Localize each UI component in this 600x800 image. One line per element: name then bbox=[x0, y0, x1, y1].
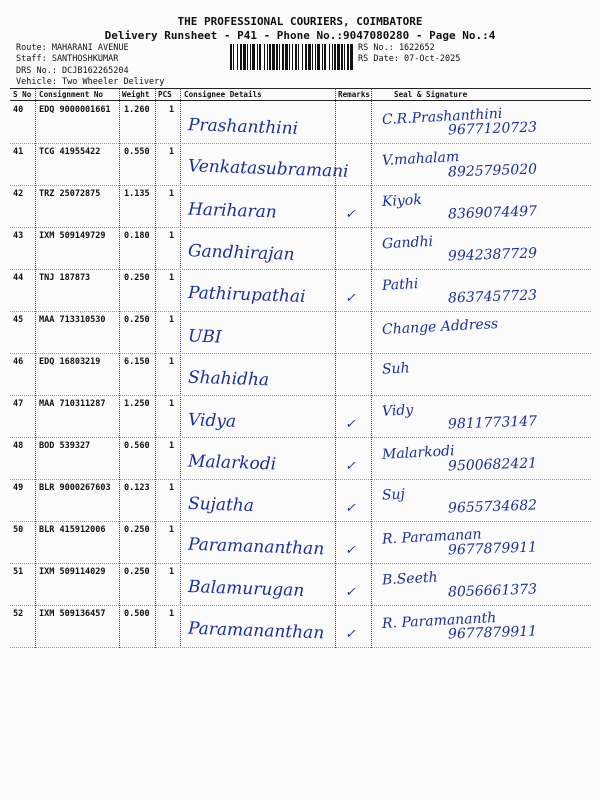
barcode-bar bbox=[337, 44, 340, 70]
row-phone-number: 9655734682 bbox=[447, 497, 538, 517]
barcode-bar bbox=[350, 44, 353, 70]
row-consignment-no: TNJ 187873 bbox=[39, 273, 91, 283]
barcode-bar bbox=[341, 44, 343, 70]
table-header-border bbox=[10, 100, 591, 101]
staff-label: Staff: SANTHOSHKUMAR bbox=[16, 54, 119, 64]
row-pcs: 1 bbox=[169, 567, 175, 577]
column-divider bbox=[180, 88, 181, 648]
drs-number: DRS No.: DCJB162265204 bbox=[16, 66, 129, 76]
barcode-bar bbox=[285, 44, 288, 70]
row-signature: Pathi bbox=[381, 276, 419, 294]
row-pcs: 1 bbox=[169, 357, 175, 367]
row-separator bbox=[10, 521, 591, 522]
barcode-bar bbox=[302, 44, 303, 70]
row-weight: 0.250 bbox=[124, 525, 150, 535]
row-consignment-no: IXM 509149729 bbox=[39, 231, 106, 241]
row-phone-number: 8369074497 bbox=[447, 203, 538, 223]
runsheet-subtitle: Delivery Runsheet - P41 - Phone No.:9047080280 - Page No.:4 bbox=[104, 29, 496, 42]
row-weight: 6.150 bbox=[124, 357, 150, 367]
barcode-bar bbox=[329, 44, 330, 70]
barcode-bar bbox=[279, 44, 280, 70]
row-signature: Vidy bbox=[381, 402, 414, 420]
row-separator bbox=[10, 227, 591, 228]
row-separator bbox=[10, 185, 591, 186]
column-header-pcs: PCS bbox=[158, 90, 172, 99]
row-separator bbox=[10, 563, 591, 564]
row-pcs: 1 bbox=[169, 315, 175, 325]
row-separator bbox=[10, 605, 591, 606]
row-sno: 40 bbox=[13, 105, 24, 115]
row-pcs: 1 bbox=[169, 483, 175, 493]
column-divider bbox=[35, 88, 36, 648]
column-divider bbox=[371, 88, 372, 648]
row-signature: B.Seeth bbox=[381, 569, 438, 589]
row-phone-number: 9500682421 bbox=[447, 455, 538, 475]
row-separator bbox=[10, 395, 591, 396]
row-pcs: 1 bbox=[169, 273, 175, 283]
row-phone-number: 8056661373 bbox=[447, 581, 538, 601]
row-signature: R. Paramananth bbox=[381, 610, 497, 632]
barcode-bar bbox=[322, 44, 323, 70]
barcode-image bbox=[229, 44, 353, 70]
barcode-bar bbox=[237, 44, 238, 70]
row-weight: 1.135 bbox=[124, 189, 150, 199]
row-separator bbox=[10, 437, 591, 438]
row-separator bbox=[10, 647, 591, 648]
barcode-bar bbox=[252, 44, 255, 70]
row-consignment-no: EDQ 9000001661 bbox=[39, 105, 111, 115]
barcode-bar bbox=[276, 44, 278, 70]
row-signature: V.mahalam bbox=[381, 148, 460, 170]
barcode-bar bbox=[308, 44, 311, 70]
row-phone-number: 9677879911 bbox=[447, 539, 538, 559]
column-header-consignee: Consignee Details bbox=[184, 90, 262, 99]
row-consignment-no: IXM 509136457 bbox=[39, 609, 106, 619]
row-phone-number: 9677120723 bbox=[447, 119, 538, 139]
barcode-bar bbox=[272, 44, 275, 70]
row-consignee-handwriting: UBI bbox=[187, 326, 222, 348]
barcode-bar bbox=[243, 44, 246, 70]
barcode-bar bbox=[257, 44, 258, 70]
vehicle-label: Vehicle: Two Wheeler Delivery bbox=[16, 77, 165, 87]
row-separator bbox=[10, 143, 591, 144]
barcode-bar bbox=[259, 44, 261, 70]
barcode-bar bbox=[332, 44, 333, 70]
row-pcs: 1 bbox=[169, 147, 175, 157]
barcode-bar bbox=[247, 44, 248, 70]
barcode-bar bbox=[230, 44, 232, 70]
rs-number: RS No.: 1622652 bbox=[358, 43, 435, 53]
row-consignment-no: MAA 710311287 bbox=[39, 399, 106, 409]
barcode-bar bbox=[312, 44, 313, 70]
barcode-bar bbox=[305, 44, 307, 70]
barcode-bar bbox=[289, 44, 290, 70]
barcode-bar bbox=[240, 44, 242, 70]
column-divider bbox=[155, 88, 156, 648]
row-phone-number: 9811773147 bbox=[447, 413, 538, 433]
route-label: Route: MAHARANI AVENUE bbox=[16, 43, 129, 53]
row-phone-number: 8637457723 bbox=[447, 287, 538, 307]
row-separator bbox=[10, 479, 591, 480]
barcode-bar bbox=[269, 44, 271, 70]
row-consignee-handwriting: Shahidha bbox=[187, 367, 270, 391]
row-signature: R. Paramanan bbox=[381, 526, 482, 548]
row-pcs: 1 bbox=[169, 399, 175, 409]
row-remark-tick: ✓ bbox=[345, 291, 356, 306]
row-weight: 0.123 bbox=[124, 483, 150, 493]
row-pcs: 1 bbox=[169, 231, 175, 241]
barcode-bar bbox=[264, 44, 265, 70]
column-header-consignment: Consignment No bbox=[39, 90, 104, 99]
row-consignee-handwriting: Balamurugan bbox=[187, 576, 305, 602]
barcode-bar bbox=[317, 44, 320, 70]
row-consignee-handwriting: Paramananthan bbox=[187, 618, 325, 644]
table-top-border bbox=[10, 88, 591, 89]
row-consignee-handwriting: Sujatha bbox=[187, 493, 255, 517]
row-consignee-handwriting: Prashanthini bbox=[187, 115, 299, 139]
row-sno: 42 bbox=[13, 189, 24, 199]
row-weight: 0.250 bbox=[124, 273, 150, 283]
row-weight: 0.550 bbox=[124, 147, 150, 157]
row-separator bbox=[10, 353, 591, 354]
barcode-bar bbox=[233, 44, 234, 70]
row-weight: 0.560 bbox=[124, 441, 150, 451]
row-signature: Kiyok bbox=[381, 191, 423, 211]
row-consignee-handwriting: Gandhirajan bbox=[187, 241, 295, 265]
row-consignment-no: BLR 9000267603 bbox=[39, 483, 111, 493]
row-weight: 0.250 bbox=[124, 567, 150, 577]
row-pcs: 1 bbox=[169, 189, 175, 199]
barcode-bar bbox=[295, 44, 297, 70]
barcode-bar bbox=[347, 44, 349, 70]
barcode-bar bbox=[282, 44, 284, 70]
row-remark-tick: ✓ bbox=[345, 417, 356, 432]
row-consignment-no: BLR 415912006 bbox=[39, 525, 106, 535]
row-signature: Suh bbox=[381, 360, 411, 378]
row-sno: 47 bbox=[13, 399, 24, 409]
row-sno: 49 bbox=[13, 483, 24, 493]
row-sno: 44 bbox=[13, 273, 24, 283]
row-consignment-no: EDQ 16803219 bbox=[39, 357, 101, 367]
row-consignment-no: BOD 539327 bbox=[39, 441, 91, 451]
row-sno: 50 bbox=[13, 525, 24, 535]
row-pcs: 1 bbox=[169, 441, 175, 451]
row-signature: Change Address bbox=[381, 315, 499, 339]
row-sno: 45 bbox=[13, 315, 24, 325]
row-consignee-handwriting: Vidya bbox=[187, 410, 237, 432]
row-remark-tick: ✓ bbox=[345, 585, 356, 600]
row-consignment-no: TRZ 25072875 bbox=[39, 189, 101, 199]
row-weight: 1.250 bbox=[124, 399, 150, 409]
row-consignment-no: IXM 509114029 bbox=[39, 567, 106, 577]
row-consignment-no: MAA 713310530 bbox=[39, 315, 106, 325]
row-sno: 41 bbox=[13, 147, 24, 157]
row-weight: 0.500 bbox=[124, 609, 150, 619]
row-sno: 51 bbox=[13, 567, 24, 577]
column-header-remarks: Remarks bbox=[338, 90, 371, 99]
row-phone-number: 8925795020 bbox=[447, 161, 538, 181]
company-title: THE PROFESSIONAL COURIERS, COIMBATORE bbox=[177, 15, 423, 28]
row-separator bbox=[10, 269, 591, 270]
row-signature: Suj bbox=[381, 486, 406, 504]
row-remark-tick: ✓ bbox=[345, 459, 356, 474]
row-weight: 0.250 bbox=[124, 315, 150, 325]
row-pcs: 1 bbox=[169, 525, 175, 535]
barcode-bar bbox=[334, 44, 336, 70]
barcode-bar bbox=[267, 44, 268, 70]
row-consignee-handwriting: Malarkodi bbox=[187, 451, 277, 475]
row-consignment-no: TCG 41955422 bbox=[39, 147, 101, 157]
barcode-bar bbox=[344, 44, 345, 70]
row-pcs: 1 bbox=[169, 609, 175, 619]
barcode-bar bbox=[324, 44, 326, 70]
row-signature: C.R.Prashanthini bbox=[381, 105, 503, 129]
row-signature: Malarkodi bbox=[381, 443, 455, 463]
row-phone-number: 9942387729 bbox=[447, 245, 538, 265]
barcode-bar bbox=[315, 44, 316, 70]
row-consignee-handwriting: Hariharan bbox=[187, 199, 278, 223]
row-remark-tick: ✓ bbox=[345, 501, 356, 516]
column-header-seal-signature: Seal & Signature bbox=[394, 90, 468, 99]
row-weight: 0.180 bbox=[124, 231, 150, 241]
barcode-bar bbox=[250, 44, 251, 70]
row-consignee-handwriting: Pathirupathai bbox=[187, 282, 306, 308]
row-remark-tick: ✓ bbox=[345, 627, 356, 642]
row-separator bbox=[10, 311, 591, 312]
row-consignee-handwriting: Paramananthan bbox=[187, 534, 325, 560]
row-sno: 43 bbox=[13, 231, 24, 241]
row-sno: 48 bbox=[13, 441, 24, 451]
column-divider bbox=[119, 88, 120, 648]
row-remark-tick: ✓ bbox=[345, 207, 356, 222]
row-phone-number: 9677879911 bbox=[447, 623, 538, 643]
barcode-bar bbox=[298, 44, 299, 70]
barcode-bar bbox=[292, 44, 293, 70]
row-weight: 1.260 bbox=[124, 105, 150, 115]
row-sno: 46 bbox=[13, 357, 24, 367]
row-remark-tick: ✓ bbox=[345, 543, 356, 558]
row-pcs: 1 bbox=[169, 105, 175, 115]
rs-date: RS Date: 07-Oct-2025 bbox=[358, 54, 461, 64]
row-signature: Gandhi bbox=[381, 233, 434, 253]
row-consignee-handwriting: Venkatasubramani bbox=[187, 156, 349, 182]
row-sno: 52 bbox=[13, 609, 24, 619]
column-header-weight: Weight bbox=[122, 90, 150, 99]
column-header-sno: S No bbox=[13, 90, 32, 99]
